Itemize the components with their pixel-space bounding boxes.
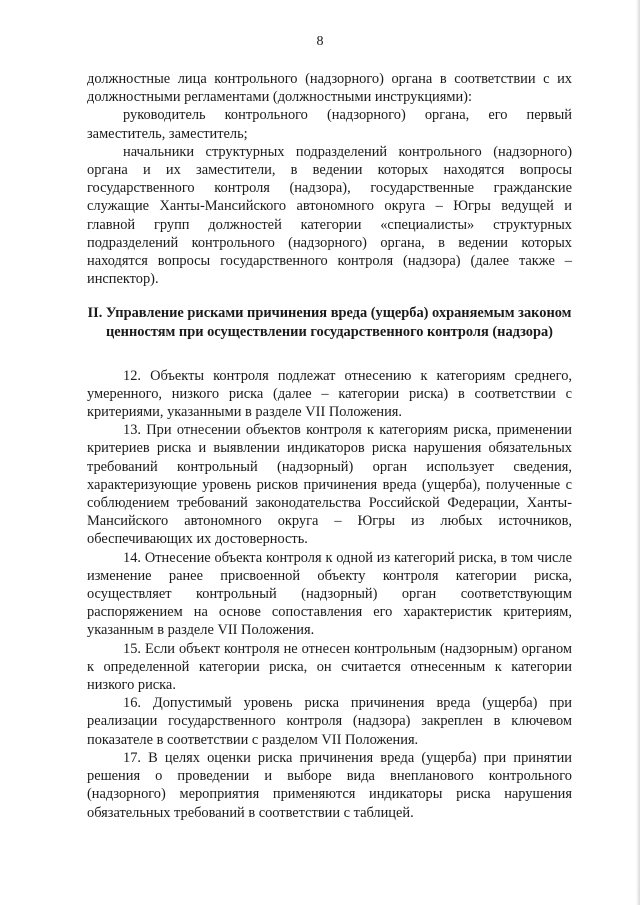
paragraph-item-17: 17. В целях оценки риска причинения вреда (ущерба) при принятии решения о проведении и выборе вида внепланового контрольного (надзорного) мероприятия применяются индикаторы риска нарушения обязательных требований в соответствии с таблицей.: [87, 749, 572, 821]
paragraph-item-12: 12. Объекты контроля подлежат отнесению к категориям среднего, умеренного, низкого риска (далее – категории риска) в соответствии с критериями, указанными в разделе VII Положения.: [87, 367, 572, 421]
paragraph-department-heads: начальники структурных подразделений контрольного (надзорного) органа и их заместители, в ведении которых находятся вопросы государственного контроля (надзора), государственные гражданские служащие Ханты-Мансийского автономного округа – Югры ведущей и главной групп должностей категории «специалисты» структурных подразделений контрольного (надзорного) органа, в ведении которых находятся вопросы государственного контроля (надзора) (далее также – инспектор).: [87, 143, 572, 288]
paragraph-officials: должностные лица контрольного (надзорного) органа в соответствии с их должностными регламентами (должностными инструкциями):: [87, 71, 572, 106]
paragraph-head-of-body: руководитель контрольного (надзорного) органа, его первый заместитель, заместитель;: [87, 107, 572, 142]
paragraph-item-15: 15. Если объект контроля не отнесен контрольным (надзорным) органом к определенной категории риска, он считается отнесенным к категории низкого риска.: [87, 640, 572, 694]
document-body: [87, 70, 572, 822]
paragraph-item-14: 14. Отнесение объекта контроля к одной из категорий риска, в том числе изменение ранее присвоенной объекту контроля категории риска, осуществляет контрольный (надзорный) орган соответствующим распоряжением на основе сопоставления его характеристик критериям, указанным в разделе VII Положения.: [87, 549, 572, 639]
page-edge-shadow: [636, 0, 640, 905]
paragraph-item-13: 13. При отнесении объектов контроля к категориям риска, применении критериев риска и выявлении индикаторов риска нарушения обязательных требований контрольный (надзорный) орган использует сведения, характеризующие уровень рисков причинения вреда (ущерба), полученные с соблюдением требований законодательства Российской Федерации, Ханты-Мансийского автономного округа – Югры из любых источников, обеспечивающих их достоверность.: [87, 422, 572, 548]
section-heading: II. Управление рисками причинения вреда (ущерба) охраняемым законом ценностям при осуществлении государственного контроля (надзора): [87, 305, 572, 341]
paragraph-item-16: 16. Допустимый уровень риска причинения вреда (ущерба) при реализации государственного контроля (надзора) закреплен в ключевом показателе в соответствии с разделом VII Положения.: [87, 695, 572, 748]
page-number: 8: [316, 34, 324, 49]
